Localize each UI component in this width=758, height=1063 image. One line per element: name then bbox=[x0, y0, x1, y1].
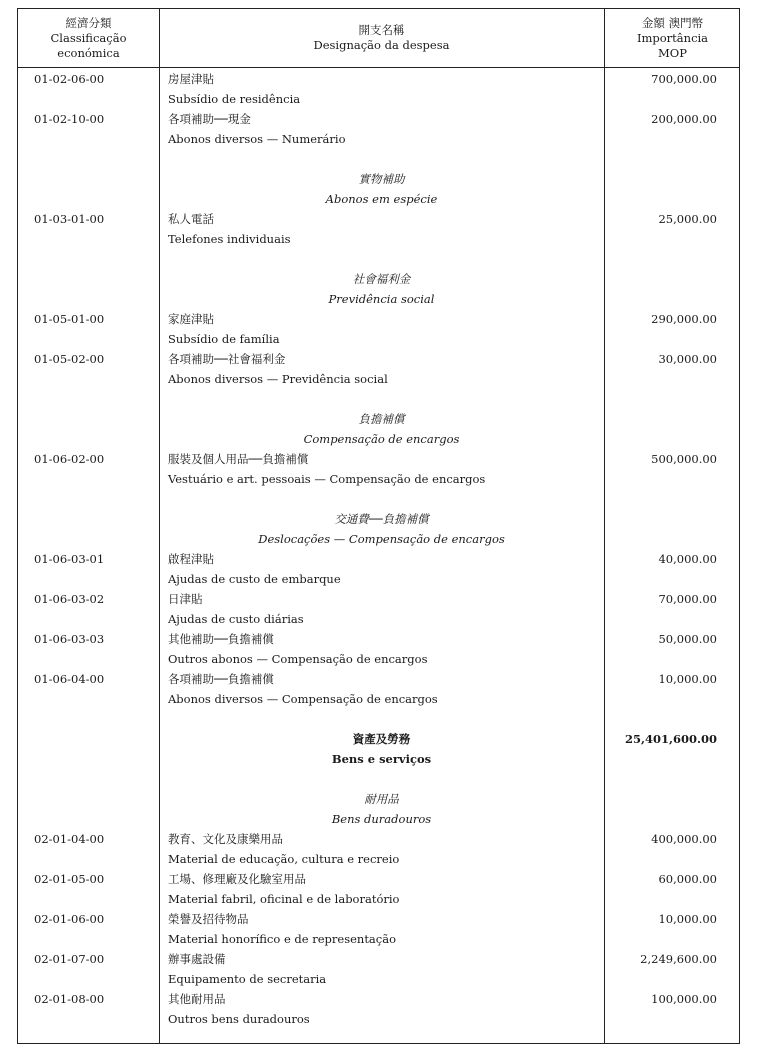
amount: 30,000.00 bbox=[658, 352, 717, 366]
section-heading bbox=[18, 509, 739, 529]
economic-code: 02-01-07-00 bbox=[34, 952, 105, 966]
table-row-pt bbox=[18, 609, 739, 629]
group-title-zh: 資產及勞務 bbox=[352, 732, 411, 746]
header-amount-zh: 金額 澳門幣 bbox=[641, 15, 704, 30]
table-row-pt bbox=[18, 129, 739, 149]
section-title-pt: Compensação de encargos bbox=[303, 432, 460, 446]
table-row-pt bbox=[18, 229, 739, 249]
section-heading bbox=[18, 269, 739, 289]
amount: 70,000.00 bbox=[658, 592, 717, 606]
table-row bbox=[18, 909, 739, 929]
designation-pt: Equipamento de secretaria bbox=[168, 972, 327, 986]
table-row-pt bbox=[18, 469, 739, 489]
amount: 2,249,600.00 bbox=[640, 952, 717, 966]
table-row bbox=[18, 69, 739, 89]
amount: 400,000.00 bbox=[651, 832, 717, 846]
amount: 200,000.00 bbox=[651, 112, 717, 126]
designation-zh: 房屋津貼 bbox=[168, 72, 214, 86]
economic-code: 01-05-01-00 bbox=[34, 312, 105, 326]
header-designation-pt: Designação da despesa bbox=[313, 38, 450, 52]
spacer bbox=[18, 389, 739, 409]
amount: 500,000.00 bbox=[651, 452, 717, 466]
header-amount-unit: MOP bbox=[658, 45, 687, 60]
designation-zh: 啟程津貼 bbox=[168, 552, 214, 566]
economic-code: 01-02-06-00 bbox=[34, 72, 105, 86]
designation-zh: 各項補助──現金 bbox=[168, 112, 251, 126]
designation-pt: Material de educação, cultura e recreio bbox=[168, 852, 400, 866]
header-amount bbox=[604, 9, 741, 67]
amount: 290,000.00 bbox=[651, 312, 717, 326]
table-row-pt bbox=[18, 569, 739, 589]
economic-code: 02-01-04-00 bbox=[34, 832, 105, 846]
table-row-pt bbox=[18, 929, 739, 949]
section-title-pt: Abonos em espécie bbox=[325, 192, 438, 206]
group-title-pt: Bens e serviços bbox=[331, 752, 432, 766]
table-row-pt bbox=[18, 849, 739, 869]
group-heading bbox=[18, 729, 739, 749]
table-row bbox=[18, 829, 739, 849]
table-row-pt bbox=[18, 689, 739, 709]
table-row bbox=[18, 589, 739, 609]
designation-zh: 辦事處設備 bbox=[168, 952, 226, 966]
designation-pt: Material fabril, oficinal e de laboratório bbox=[168, 892, 400, 906]
designation-zh: 日津貼 bbox=[168, 592, 203, 606]
designation-zh: 私人電話 bbox=[168, 212, 214, 226]
table-row-pt bbox=[18, 369, 739, 389]
section-title-pt: Bens duradouros bbox=[331, 812, 432, 826]
header-classification-pt-a: Classificação bbox=[50, 30, 127, 45]
designation-pt: Ajudas de custo de embarque bbox=[168, 572, 341, 586]
economic-code: 02-01-08-00 bbox=[34, 992, 105, 1006]
header-designation-zh: 開支名稱 bbox=[358, 23, 405, 37]
table-row-pt bbox=[18, 1009, 739, 1029]
spacer bbox=[18, 709, 739, 729]
header-classification-zh: 經濟分類 bbox=[65, 15, 112, 30]
designation-pt: Abonos diversos — Numerário bbox=[168, 132, 346, 146]
table-row bbox=[18, 309, 739, 329]
table-header bbox=[18, 9, 739, 68]
table-row-pt bbox=[18, 329, 739, 349]
table-row bbox=[18, 949, 739, 969]
section-title-pt: Previdência social bbox=[328, 292, 435, 306]
economic-code: 01-06-03-01 bbox=[34, 552, 105, 566]
table-row bbox=[18, 349, 739, 369]
table-row bbox=[18, 869, 739, 889]
table-row-pt bbox=[18, 889, 739, 909]
designation-pt: Abonos diversos — Compensação de encargos bbox=[168, 692, 438, 706]
header-classification bbox=[18, 9, 159, 67]
spacer bbox=[18, 489, 739, 509]
designation-zh: 各項補助──負擔補償 bbox=[168, 672, 274, 686]
table-row bbox=[18, 989, 739, 1009]
table-body bbox=[18, 67, 739, 1029]
section-title-zh: 耐用品 bbox=[364, 792, 399, 806]
amount: 40,000.00 bbox=[658, 552, 717, 566]
header-amount-pt: Importância bbox=[636, 30, 709, 45]
table-row bbox=[18, 449, 739, 469]
economic-code: 01-06-03-02 bbox=[34, 592, 105, 606]
designation-pt: Subsídio de família bbox=[168, 332, 280, 346]
section-heading-pt bbox=[18, 429, 739, 449]
economic-code: 01-02-10-00 bbox=[34, 112, 105, 126]
group-total-amount: 25,401,600.00 bbox=[624, 732, 717, 746]
spacer bbox=[18, 249, 739, 269]
table-row bbox=[18, 109, 739, 129]
designation-zh: 各項補助──社會福利金 bbox=[168, 352, 286, 366]
economic-code: 01-03-01-00 bbox=[34, 212, 105, 226]
table-row bbox=[18, 669, 739, 689]
designation-zh: 教育、文化及康樂用品 bbox=[168, 832, 283, 846]
designation-pt: Telefones individuais bbox=[168, 232, 291, 246]
designation-pt: Subsídio de residência bbox=[168, 92, 301, 106]
section-title-zh: 社會福利金 bbox=[352, 272, 411, 286]
economic-code: 01-06-03-03 bbox=[34, 632, 105, 646]
amount: 10,000.00 bbox=[658, 672, 717, 686]
section-title-zh: 負擔補償 bbox=[358, 412, 405, 426]
table-row bbox=[18, 549, 739, 569]
amount: 10,000.00 bbox=[658, 912, 717, 926]
amount: 100,000.00 bbox=[651, 992, 717, 1006]
header-classification-pt-b: económica bbox=[57, 45, 120, 60]
section-title-pt: Deslocações — Compensação de encargos bbox=[258, 532, 505, 546]
budget-table bbox=[17, 8, 740, 1044]
amount: 60,000.00 bbox=[658, 872, 717, 886]
designation-pt: Outros bens duradouros bbox=[168, 1012, 310, 1026]
table-row-pt bbox=[18, 649, 739, 669]
designation-zh: 家庭津貼 bbox=[168, 312, 214, 326]
designation-zh: 工場、修理廠及化驗室用品 bbox=[168, 872, 306, 886]
designation-pt: Outros abonos — Compensação de encargos bbox=[168, 652, 428, 666]
spacer bbox=[18, 149, 739, 169]
economic-code: 02-01-05-00 bbox=[34, 872, 105, 886]
section-title-zh: 交通費──負擔補償 bbox=[334, 512, 429, 526]
designation-pt: Vestuário e art. pessoais — Compensação de encargos bbox=[168, 472, 486, 486]
amount: 25,000.00 bbox=[658, 212, 717, 226]
table-row-pt bbox=[18, 89, 739, 109]
designation-pt: Ajudas de custo diárias bbox=[168, 612, 304, 626]
table-row bbox=[18, 209, 739, 229]
designation-zh: 其他耐用品 bbox=[168, 992, 226, 1006]
section-heading bbox=[18, 409, 739, 429]
amount: 700,000.00 bbox=[651, 72, 717, 86]
designation-pt: Abonos diversos — Previdência social bbox=[168, 372, 388, 386]
designation-zh: 服裝及個人用品──負擔補償 bbox=[168, 452, 309, 466]
section-heading bbox=[18, 169, 739, 189]
header-designation bbox=[159, 9, 604, 67]
section-heading-pt bbox=[18, 289, 739, 309]
table-row bbox=[18, 629, 739, 649]
designation-zh: 榮譽及招待物品 bbox=[168, 912, 249, 926]
section-heading bbox=[18, 789, 739, 809]
economic-code: 01-06-04-00 bbox=[34, 672, 105, 686]
economic-code: 02-01-06-00 bbox=[34, 912, 105, 926]
section-heading-pt bbox=[18, 809, 739, 829]
designation-pt: Material honorífico e de representação bbox=[168, 932, 397, 946]
spacer bbox=[18, 769, 739, 789]
amount: 50,000.00 bbox=[658, 632, 717, 646]
economic-code: 01-05-02-00 bbox=[34, 352, 105, 366]
group-heading-pt bbox=[18, 749, 739, 769]
section-heading-pt bbox=[18, 189, 739, 209]
designation-zh: 其他補助──負擔補償 bbox=[168, 632, 274, 646]
section-title-zh: 實物補助 bbox=[358, 172, 405, 186]
table-row-pt bbox=[18, 969, 739, 989]
economic-code: 01-06-02-00 bbox=[34, 452, 105, 466]
section-heading-pt bbox=[18, 529, 739, 549]
